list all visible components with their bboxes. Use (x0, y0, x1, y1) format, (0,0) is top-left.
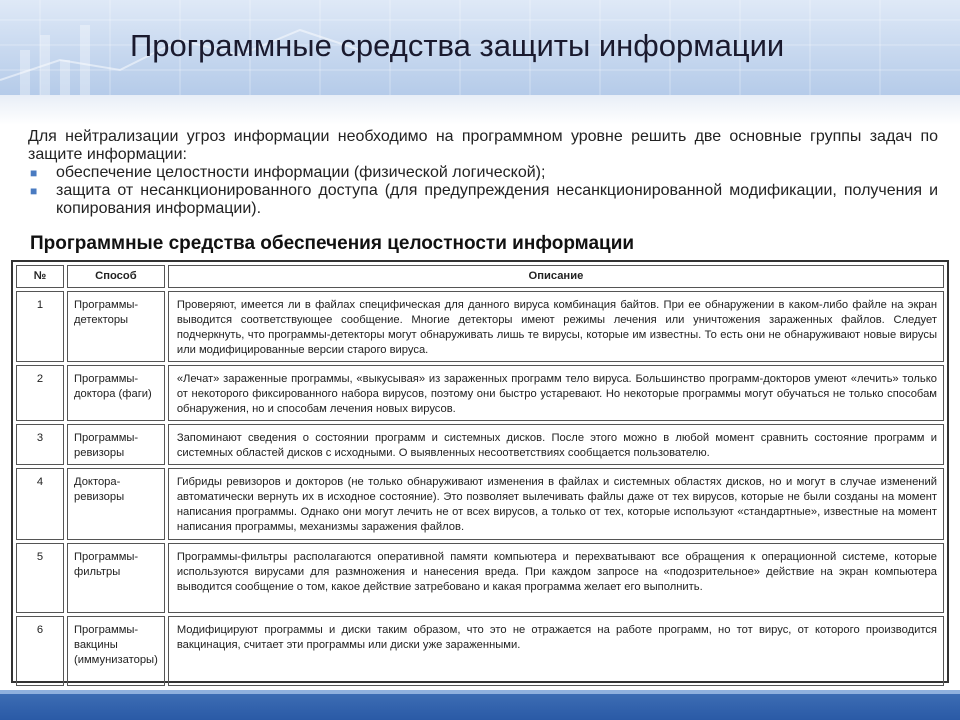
header-num: № (16, 265, 64, 288)
header-fade (0, 95, 960, 125)
table-row (16, 424, 944, 465)
table-row (16, 468, 944, 540)
slide-title: Программные средства защиты информации (130, 28, 785, 63)
row-method: Доктора-ревизоры (67, 468, 165, 540)
row-description: Гибриды ревизоров и докторов (не только обнаруживают изменения в файлах и системных областях дисков, но и могут в случае изменений автоматически вернуть их в исходное состояние). Это позволяет вылечивать файлы даже от тех вирусов, которые не были созданы на момент написания программы. Однако они могут лечить не от всех вирусов, а только от тех, которые используют «стандартные», известные на момент написания программы, механизмы заражения файлов. (168, 468, 944, 540)
row-num: 6 (16, 616, 64, 686)
intro-bullet-1 (28, 164, 938, 182)
table-header-row (16, 265, 944, 288)
header-description: Описание (168, 265, 944, 288)
row-num: 2 (16, 365, 64, 421)
section-subtitle: Программные средства обеспечения целостности информации (30, 233, 635, 254)
intro-block (28, 128, 938, 218)
row-method: Программы-доктора (фаги) (67, 365, 165, 421)
footer-stripe (0, 690, 960, 694)
row-method: Программы-фильтры (67, 543, 165, 613)
row-num: 1 (16, 291, 64, 362)
row-num: 5 (16, 543, 64, 613)
row-num: 4 (16, 468, 64, 540)
row-description: Модифицируют программы и диски таким образом, что это не отражается на работе программ, но тот вирус, от которого производится вакцинация, считает эти программы или диски уже зараженными. (168, 616, 944, 686)
intro-paragraph: Для нейтрализации угроз информации необходимо на программном уровне решить две основные группы задач по защите информации: (28, 128, 938, 163)
row-method: Программы-детекторы (67, 291, 165, 362)
square-bullet-icon: ■ (30, 184, 38, 198)
header-method: Способ (67, 265, 165, 288)
row-description: Программы-фильтры располагаются оперативной памяти компьютера и перехватывают все обращения к операционной системе, которые используются вирусами для размножения и нанесения вреда. При каждом запросе на «подозрительное» действие на экран компьютера выводится сообщение о том, какое действие затребовано и какая программа желает его выполнить. (168, 543, 944, 613)
table-row (16, 616, 944, 686)
table-row (16, 543, 944, 613)
row-method: Программы-вакцины (иммунизаторы) (67, 616, 165, 686)
intro-bullet-text: защита от несанкционированного доступа (для предупреждения несанкционированной модификации, получения и копирования информации). (56, 182, 938, 217)
square-bullet-icon: ■ (30, 166, 38, 180)
header-band (0, 0, 960, 95)
row-description: Запоминают сведения о состоянии программ и системных дисков. После этого можно в любой момент сравнить состояние программ и системных областей дисков с исходными. О выявленных несоответствиях сообщается пользователю. (168, 424, 944, 465)
footer-band (0, 690, 960, 720)
methods-table (11, 260, 949, 683)
row-description: «Лечат» зараженные программы, «выкусывая» из зараженных программ тело вируса. Большинство программ-докторов умеют «лечить» только от некоторого фиксированного набора вирусов, поэтому они быстро устаревают. Но некоторые программы могут обучаться не только способам обнаружения, но и способам лечения новых вирусов. (168, 365, 944, 421)
intro-bullet-text: обеспечение целостности информации (физической логической); (56, 164, 546, 181)
row-num: 3 (16, 424, 64, 465)
row-method: Программы-ревизоры (67, 424, 165, 465)
intro-bullet-2 (28, 182, 938, 218)
table-row (16, 291, 944, 362)
table-row (16, 365, 944, 421)
row-description: Проверяют, имеется ли в файлах специфическая для данного вируса комбинация байтов. При ее обнаружении в каком-либо файле на экран выводится соответствующее сообщение. Многие детекторы имеют режимы лечения или уничтожения зараженных файлов. Следует подчеркнуть, что программы-детекторы могут обнаруживать лишь те вирусы, которые им известны. То есть они не обнаруживают новые вирусы или модифицированные версии старого вируса. (168, 291, 944, 362)
